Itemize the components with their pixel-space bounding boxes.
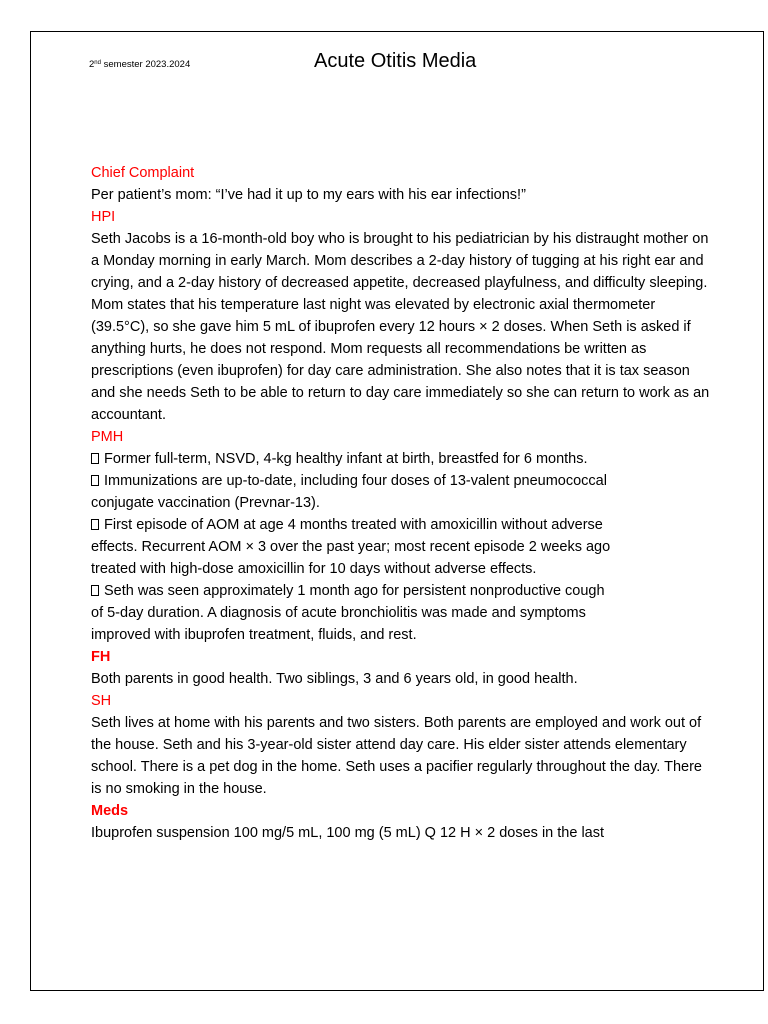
pmh-item: Seth was seen approximately 1 month ago for persistent nonproductive cough of 5-day duration. A diagnosis of acute bronchiolitis was made and symptoms improved with ibuprofen treatment, fluids, and rest. <box>91 583 605 643</box>
pmh-heading: PMH <box>91 429 124 445</box>
sh-text: Seth lives at home with his parents and two sisters. Both parents are employed and work out of the house. Seth and his 3-year-old sister attend day care. His elder sister attends elementary school. There is a pet dog in the home. Seth uses a pacifier regularly throughout the day. There is no smoking in the house. <box>91 715 702 797</box>
pmh-item: First episode of AOM at age 4 months treated with amoxicillin without adverse effects. Recurrent AOM × 3 over the past year; most recent episode 2 weeks ago treated with high-dose amoxicillin for 10 days without adverse effects. <box>91 517 611 577</box>
hpi-text: Seth Jacobs is a 16-month-old boy who is brought to his pediatrician by his distraught mother on a Monday morning in early March. Mom describes a 2-day history of tugging at his right ear and crying, and a 2-day history of decreased appetite, decreased playfulness, and difficulty sleeping. Mom states that his temperature last night was elevated by electronic axial thermometer (39.5°C), so she gave him 5 mL of ibuprofen every 12 hours × 2 doses. When Seth is asked if anything hurts, he does not respond. Mom requests all recommendations be written as prescriptions (even ibuprofen) for day care administration. She also notes that it is tax season and she needs Seth to be able to return to day care immediately so she can return to work as an accountant. <box>91 231 710 423</box>
pmh-item: Former full-term, NSVD, 4-kg healthy infant at birth, breastfed for 6 months. <box>91 448 611 470</box>
fh-text: Both parents in good health. Two siblings, 3 and 6 years old, in good health. <box>91 671 578 687</box>
missing-glyph-bullet-icon <box>91 585 99 596</box>
pmh-item: Immunizations are up-to-date, including four doses of 13-valent pneumococcal conjugate vaccination (Prevnar-13). <box>91 473 607 511</box>
document-page <box>30 31 764 991</box>
fh-heading: FH <box>91 649 111 665</box>
hpi-heading: HPI <box>91 209 116 225</box>
missing-glyph-bullet-icon <box>91 453 99 464</box>
semester-label: 2nd semester 2023.2024 <box>89 59 191 70</box>
sh-heading: SH <box>91 693 112 709</box>
meds-text: Ibuprofen suspension 100 mg/5 mL, 100 mg (5 mL) Q 12 H × 2 doses in the last <box>91 825 605 841</box>
chief-complaint-heading: Chief Complaint <box>91 165 195 181</box>
meds-heading: Meds <box>91 803 129 819</box>
document-title: Acute Otitis Media <box>314 50 477 72</box>
missing-glyph-bullet-icon <box>91 475 99 486</box>
chief-complaint-text: Per patient’s mom: “I’ve had it up to my ears with his ear infections!” <box>91 187 526 203</box>
document-body <box>91 162 711 844</box>
missing-glyph-bullet-icon <box>91 519 99 530</box>
